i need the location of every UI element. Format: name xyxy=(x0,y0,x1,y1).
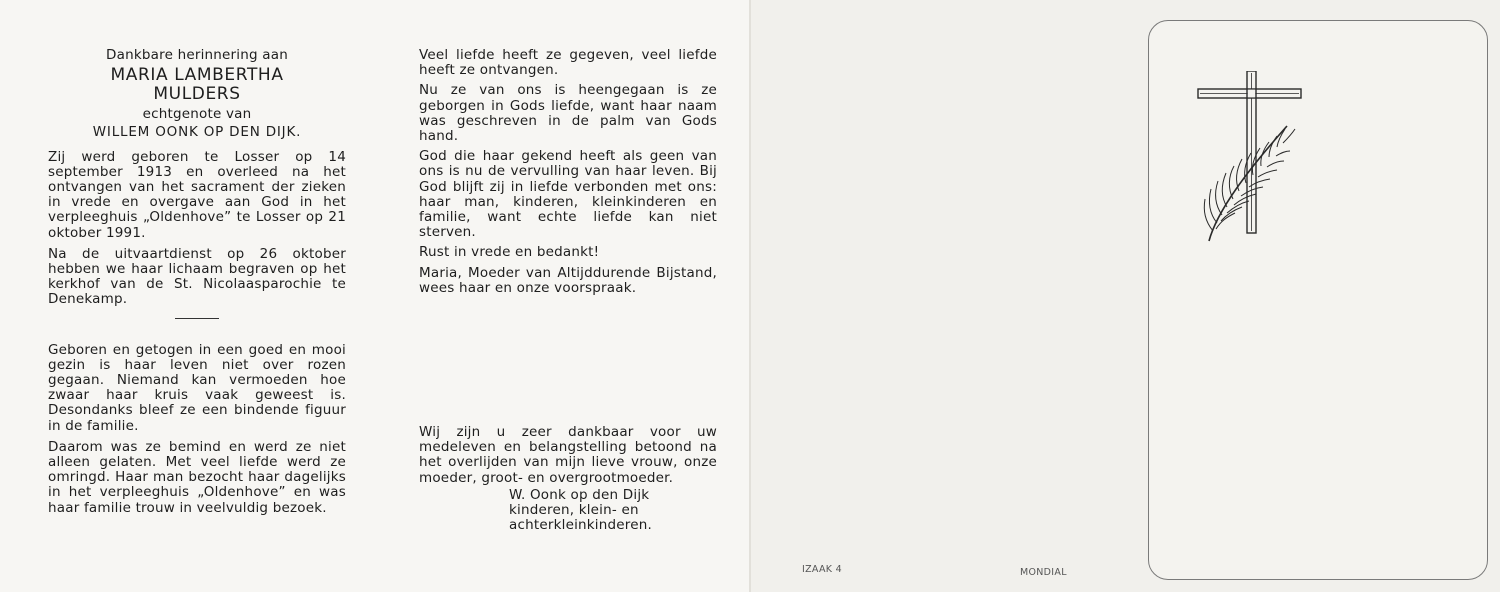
signature-line-2: kinderen, klein- en xyxy=(509,502,639,519)
deceased-name-line-1: MARIA LAMBERTHA xyxy=(110,65,284,86)
cross-with-palm-icon xyxy=(1197,71,1307,246)
faith-paragraph: Nu ze van ons is heengegaan is ze geborgen in Gods liefde, want haar naam was geschreven in de palm van Gods hand. xyxy=(419,82,717,145)
biography-paragraph: Zij werd geboren te Losser op 14 september 1913 en overleed na het ontvangen van het sacrament der zieken in vrede en overgave aan God in het verpleeghuis „Oldenhove” te Losser op 21 oktober 1991. xyxy=(48,148,346,241)
text-column-1 xyxy=(48,48,346,522)
divider-line xyxy=(175,318,219,319)
signature-line-1: W. Oonk op den Dijk xyxy=(509,486,650,503)
life-paragraph: Geboren en getogen in een goed en mooi gezin is haar leven niet over rozen gegaan. Niemand kan vermoeden hoe zwaar haar kruis vaak geweest is. Desondanks bleef ze een bindende figuur in de familie. xyxy=(48,341,346,434)
text-column-2 xyxy=(419,48,717,301)
spouse-name: WILLEM OONK OP DEN DIJK. xyxy=(92,124,302,141)
thanks-paragraph: Wij zijn u zeer dankbaar voor uw medeleven en belangstelling betoond na het overlijden van mijn lieve vrouw, onze moeder, groot- en overgrootmoeder. xyxy=(419,424,717,486)
prayer-paragraph: Maria, Moeder van Altijddurende Bijstand, wees haar en onze voorspraak. xyxy=(419,264,717,296)
footer-code: IZAAK 4 xyxy=(802,564,842,575)
thanks-block xyxy=(419,425,717,533)
intro-text: Dankbare herinnering aan xyxy=(106,47,288,63)
funeral-paragraph: Na de uitvaartdienst op 26 oktober hebben we haar lichaam begraven op het kerkhof van de St. Nicolaasparochie te Denekamp. xyxy=(48,245,346,308)
spouse-label: echtgenote van xyxy=(142,106,252,123)
deceased-name-line-2: MULDERS xyxy=(153,84,241,105)
card-frame xyxy=(1148,20,1488,580)
love-paragraph: Veel liefde heeft ze gegeven, veel liefde heeft ze ontvangen. xyxy=(419,47,717,79)
footer-brand: MONDIAL xyxy=(1020,567,1067,578)
rest-in-peace-line: Rust in vrede en bedankt! xyxy=(419,244,600,261)
page-fold xyxy=(749,0,751,592)
signature-line-3: achterkleinkinderen. xyxy=(509,517,652,534)
fulfilment-paragraph: God die haar gekend heeft als geen van ons is nu de vervulling van haar leven. Bij God blijft zij in liefde verbonden met ons: haar man, kinderen, kleinkinderen en familie, want echte liefde kan niet sterven. xyxy=(419,148,717,241)
family-paragraph: Daarom was ze bemind en werd ze niet alleen gelaten. Met veel liefde werd ze omringd. Haar man bezocht haar dagelijks in het verpleeghuis „Oldenhove” en was haar familie trouw in veelvuldig bezoek. xyxy=(48,438,346,516)
